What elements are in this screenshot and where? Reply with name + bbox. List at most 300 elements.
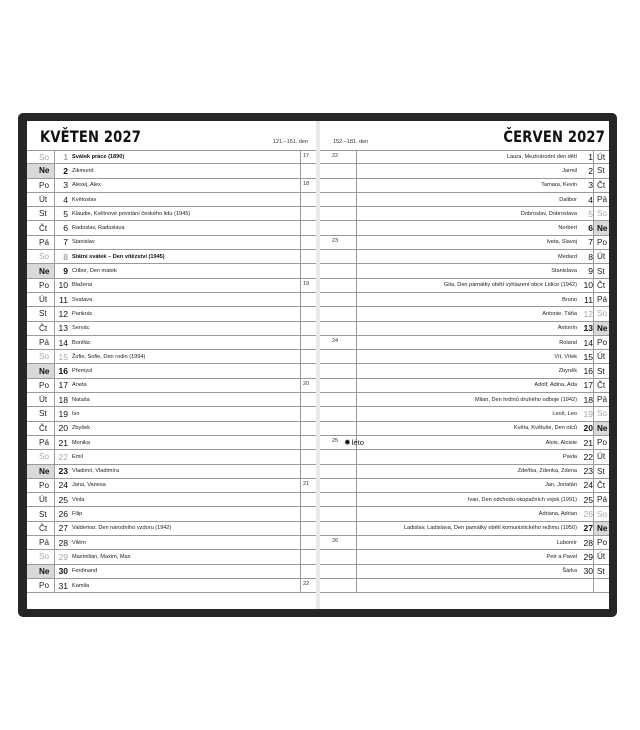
weekday-label: So (27, 250, 55, 263)
may-day-row[interactable] (27, 479, 316, 493)
june-day-row[interactable] (320, 579, 609, 593)
weekday-label: Čt (593, 279, 609, 292)
name-day-label: Viola (72, 496, 85, 503)
weekday-label: Po (593, 436, 609, 449)
name-day-label: Laura, Mezinárodní den dětí (507, 154, 577, 161)
name-day-label: Zbyšek (72, 425, 91, 432)
june-day-row[interactable] (320, 221, 609, 235)
day-number: 9 (588, 266, 593, 277)
june-day-row[interactable] (320, 450, 609, 464)
weekday-label: Pá (27, 336, 55, 349)
name-day-label: Jarmil (562, 167, 577, 174)
may-day-row[interactable] (27, 179, 316, 193)
name-day-label: Medard (558, 253, 577, 260)
week-number: 22 (303, 580, 310, 587)
weekday-label: Ne (593, 322, 609, 335)
day-number: 30 (583, 566, 593, 577)
may-day-row[interactable] (27, 407, 316, 421)
june-day-row[interactable] (320, 193, 609, 207)
weekday-label: Po (593, 236, 609, 249)
may-rows (27, 150, 316, 593)
may-day-row[interactable] (27, 507, 316, 521)
weekday-label: Čt (593, 179, 609, 192)
day-number: 11 (59, 294, 68, 305)
week-number-cell (320, 450, 357, 463)
weekday-label: Ne (593, 422, 609, 435)
name-day-label: Antonín (557, 325, 577, 332)
name-day-label: Filip (72, 511, 83, 518)
week-number-cell (320, 493, 357, 506)
weekday-label: Út (27, 293, 55, 306)
name-day-label: Petr a Pavel (546, 553, 577, 560)
week-number-cell (320, 407, 357, 420)
weekday-label: Pá (27, 236, 55, 249)
june-day-row[interactable] (320, 379, 609, 393)
week-number: 21 (303, 480, 310, 487)
week-number-cell (300, 579, 316, 592)
weekday-label: Ne (27, 264, 55, 277)
week-number-cell (300, 279, 316, 292)
day-number: 4 (63, 194, 68, 205)
day-number: 20 (583, 423, 593, 434)
name-day-label: Ladislav, Ladislava, Den památky obětí komunistického režimu (1950) (403, 525, 577, 532)
june-day-row[interactable] (320, 393, 609, 407)
day-number: 16 (58, 366, 68, 377)
week-number-cell (300, 322, 316, 335)
name-day-label: Adriana, Adrian (538, 511, 577, 518)
may-day-row[interactable] (27, 264, 316, 278)
week-number-cell (320, 151, 357, 163)
name-day-label: Adolf, Adina, Ada (534, 382, 577, 389)
name-day-label: Dalibor (559, 196, 577, 203)
week-number-cell (300, 293, 316, 306)
day-number: 7 (63, 237, 68, 248)
day-number: 6 (588, 223, 593, 234)
weekday-label: Pá (27, 536, 55, 549)
weekday-label: So (27, 550, 55, 563)
day-number: 9 (63, 266, 68, 277)
season-marker (344, 436, 364, 449)
name-day-label: Žofie, Sofie, Den rodin (1994) (72, 353, 146, 360)
week-number: 19 (303, 280, 310, 287)
june-day-row[interactable] (320, 565, 609, 579)
week-number-cell (300, 393, 316, 406)
season-label: léto (351, 438, 364, 448)
week-number-cell (300, 164, 316, 177)
weekday-label: Čt (27, 422, 55, 435)
name-day-label: Antonie, Táňa (542, 310, 577, 317)
week-number-cell (320, 264, 357, 277)
june-day-row[interactable] (320, 336, 609, 350)
weekday-label: Po (593, 336, 609, 349)
name-day-label: Maxmilián, Maxim, Max (72, 553, 131, 560)
may-day-row[interactable] (27, 522, 316, 536)
day-number: 31 (58, 580, 68, 591)
may-day-row[interactable] (27, 279, 316, 293)
day-number: 12 (58, 308, 68, 319)
june-day-row[interactable] (320, 164, 609, 178)
week-number-cell (300, 550, 316, 563)
weekday-label: Po (27, 179, 55, 192)
june-day-row[interactable] (320, 293, 609, 307)
week-number-cell (300, 221, 316, 234)
week-number-cell (320, 422, 357, 435)
week-number: 20 (303, 380, 310, 387)
name-day-label: Milan, Den hrdinů druhého odboje (1942) (475, 396, 577, 403)
week-number-cell (300, 507, 316, 520)
week-number-cell (300, 264, 316, 277)
week-number-cell (300, 379, 316, 392)
may-day-row[interactable] (27, 207, 316, 221)
day-number: 29 (583, 551, 593, 562)
week-number-cell (300, 493, 316, 506)
weekday-label: Pá (593, 193, 609, 206)
week-number-cell (300, 407, 316, 420)
day-number: 27 (58, 523, 68, 534)
name-day-label: Emil (72, 453, 83, 460)
week-number-cell (300, 450, 316, 463)
weekday-label: Út (593, 250, 609, 263)
weekday-label: So (593, 207, 609, 220)
weekday-label: Pá (593, 493, 609, 506)
day-number: 25 (58, 494, 68, 505)
name-day-label: Vít, Vítek (554, 353, 577, 360)
weekday-label: Ne (27, 164, 55, 177)
june-day-row[interactable] (320, 479, 609, 493)
weekday-label: St (593, 364, 609, 377)
day-number: 26 (58, 509, 68, 520)
weekday-label: Ne (27, 364, 55, 377)
weekday-label: Út (593, 350, 609, 363)
june-day-row[interactable] (320, 465, 609, 479)
day-number: 12 (583, 308, 593, 319)
name-day-label: Ivan, Den odchodu okupačních vojsk (1991) (467, 496, 577, 503)
day-number: 14 (58, 337, 68, 348)
weekday-label: Út (593, 550, 609, 563)
name-day-label: Ivo (72, 410, 80, 417)
may-day-row[interactable] (27, 193, 316, 207)
may-day-row[interactable] (27, 221, 316, 235)
weekday-label: St (593, 565, 609, 578)
day-number: 24 (583, 480, 593, 491)
week-number: 24 (332, 337, 339, 344)
week-number-cell (300, 151, 316, 163)
day-number: 4 (588, 194, 593, 205)
day-number: 19 (583, 408, 593, 419)
week-number-cell (300, 479, 316, 492)
week-number-cell (300, 565, 316, 578)
name-day-label: Pavla (563, 453, 577, 460)
june-day-range: 152.–181. den (333, 139, 369, 145)
june-day-row[interactable] (320, 550, 609, 564)
week-number: 26 (332, 538, 339, 545)
weekday-label: Čt (27, 522, 55, 535)
may-day-row[interactable] (27, 379, 316, 393)
may-day-row[interactable] (27, 579, 316, 593)
week-number-cell (300, 250, 316, 263)
name-day-label: Stanislav (72, 239, 95, 246)
day-number: 5 (63, 208, 68, 219)
june-rows (320, 150, 609, 593)
name-day-label: Nataša (72, 396, 90, 403)
june-day-row[interactable] (320, 422, 609, 436)
day-number: 1 (588, 152, 593, 163)
week-number-cell (320, 279, 357, 292)
weekday-label: So (27, 350, 55, 363)
name-day-label: Jana, Vanesa (72, 482, 106, 489)
week-number: 18 (303, 180, 310, 187)
june-title: ČERVEN 2027 (503, 127, 605, 146)
day-number: 15 (58, 351, 68, 362)
week-number-cell (320, 164, 357, 177)
week-number-cell (320, 364, 357, 377)
may-day-row[interactable] (27, 322, 316, 336)
june-day-row[interactable] (320, 307, 609, 321)
day-number: 3 (588, 180, 593, 191)
week-number-cell (320, 522, 357, 535)
week-number-cell (320, 565, 357, 578)
day-number: 19 (58, 408, 68, 419)
june-day-row[interactable] (320, 507, 609, 521)
name-day-label: Ferdinand (72, 568, 98, 575)
weekday-label: Po (593, 536, 609, 549)
day-number (580, 579, 593, 592)
weekday-label: Pá (593, 393, 609, 406)
may-day-row[interactable] (27, 350, 316, 364)
weekday-label: Ne (27, 565, 55, 578)
may-day-row[interactable] (27, 465, 316, 479)
may-day-row[interactable] (27, 164, 316, 178)
weekday-label: Po (27, 379, 55, 392)
june-day-row[interactable] (320, 264, 609, 278)
weekday-label: Út (27, 193, 55, 206)
week-number-cell (300, 193, 316, 206)
day-number: 18 (58, 394, 68, 405)
name-day-label: Bonifác (72, 339, 91, 346)
week-number-cell (320, 550, 357, 563)
day-number: 30 (58, 566, 68, 577)
june-day-row[interactable] (320, 279, 609, 293)
name-day-label: Klaudie, Květnové povstání českého lidu (1945) (72, 210, 191, 217)
may-day-row[interactable] (27, 393, 316, 407)
day-number: 8 (63, 251, 68, 262)
name-day-label: Servác (72, 325, 90, 332)
june-day-row[interactable] (320, 407, 609, 421)
weekday-label: Út (27, 493, 55, 506)
name-day-label: Blažena (72, 282, 93, 289)
week-number-cell (320, 436, 364, 449)
weekday-label: So (593, 307, 609, 320)
name-day-label: Ctibor, Den matek (72, 268, 117, 275)
june-day-row[interactable] (320, 236, 609, 250)
name-day-label: Iveta, Slavoj (546, 239, 577, 246)
may-day-row[interactable] (27, 293, 316, 307)
day-number: 14 (583, 337, 593, 348)
day-number: 6 (63, 223, 68, 234)
may-day-row[interactable] (27, 422, 316, 436)
day-number: 22 (583, 451, 593, 462)
weekday-label: St (27, 207, 55, 220)
weekday-label: Po (27, 579, 55, 592)
june-day-row[interactable] (320, 522, 609, 536)
weekday-label: So (593, 507, 609, 520)
day-number: 2 (63, 165, 68, 176)
day-number: 13 (58, 323, 68, 334)
june-day-row[interactable] (320, 536, 609, 550)
name-day-label: Květoslav (72, 196, 97, 203)
name-day-label: Roland (559, 339, 577, 346)
name-day-label: Státní svátek – Den vítězství (1945) (72, 253, 165, 260)
day-number: 18 (583, 394, 593, 405)
day-number: 16 (583, 366, 593, 377)
may-day-row[interactable] (27, 307, 316, 321)
weekday-label: Pá (27, 436, 55, 449)
week-number-cell (320, 379, 357, 392)
name-day-label: Šárka (562, 568, 577, 575)
may-day-row[interactable] (27, 450, 316, 464)
weekday-label: Čt (27, 322, 55, 335)
name-day-label: Alois, Aloisie (545, 439, 577, 446)
day-number: 28 (583, 537, 593, 548)
name-day-label: Zikmund (72, 167, 94, 174)
may-day-row[interactable] (27, 364, 316, 378)
may-day-row[interactable] (27, 150, 316, 164)
may-day-row[interactable] (27, 550, 316, 564)
week-number: 22 (332, 153, 339, 159)
weekday-label: So (593, 407, 609, 420)
day-number: 20 (58, 423, 68, 434)
weekday-label (593, 579, 609, 592)
weekday-label: St (593, 164, 609, 177)
day-number: 26 (583, 509, 593, 520)
day-number: 28 (58, 537, 68, 548)
weekday-label: Ne (27, 465, 55, 478)
name-day-label: Tamara, Kevin (541, 182, 577, 189)
weekday-label: So (27, 151, 55, 163)
june-day-row[interactable] (320, 179, 609, 193)
week-number-cell (320, 193, 357, 206)
may-day-row[interactable] (27, 565, 316, 579)
day-number: 24 (58, 480, 68, 491)
june-page (320, 121, 609, 609)
name-day-label: Květa, Květuše, Den otců (513, 425, 577, 432)
may-day-range: 121.–151. den (272, 139, 308, 145)
day-number: 3 (63, 180, 68, 191)
june-day-row[interactable] (320, 250, 609, 264)
june-day-row[interactable] (320, 322, 609, 336)
day-number: 25 (583, 494, 593, 505)
week-number-cell (300, 236, 316, 249)
name-day-label: Gita, Den památky obětí vyhlazení obce Lidice (1942) (443, 282, 577, 289)
weekday-label: Čt (593, 379, 609, 392)
name-day-label: Bruno (562, 296, 577, 303)
may-day-row[interactable] (27, 250, 316, 264)
week-number-cell (320, 236, 357, 249)
weekday-label: Po (27, 279, 55, 292)
weekday-label: St (27, 507, 55, 520)
week-number-cell (320, 579, 357, 592)
day-number: 10 (58, 280, 68, 291)
may-day-row[interactable] (27, 436, 316, 450)
sun-icon: ✹ (344, 438, 351, 448)
week-number-cell (300, 307, 316, 320)
planner-spread (18, 113, 617, 617)
weekday-label: Po (27, 479, 55, 492)
week-number-cell (300, 336, 316, 349)
june-day-row[interactable] (320, 493, 609, 507)
week-number-cell (300, 522, 316, 535)
day-number: 7 (588, 237, 593, 248)
day-number: 29 (58, 551, 68, 562)
week-number-cell (320, 336, 357, 349)
weekday-label: So (27, 450, 55, 463)
may-day-row[interactable] (27, 336, 316, 350)
day-number: 17 (58, 380, 68, 391)
week-number: 17 (303, 153, 310, 159)
name-day-label: Radoslav, Radoslava (72, 225, 125, 232)
name-day-label: Stanislava (551, 268, 577, 275)
june-day-row[interactable] (320, 207, 609, 221)
week-number-cell (300, 465, 316, 478)
day-number: 5 (588, 208, 593, 219)
may-day-row[interactable] (27, 236, 316, 250)
june-day-row[interactable] (320, 436, 609, 450)
weekday-label: Út (27, 393, 55, 406)
week-number-cell (320, 536, 357, 549)
may-day-row[interactable] (27, 493, 316, 507)
day-number: 15 (583, 351, 593, 362)
name-day-label: Alexej, Alex (72, 182, 101, 189)
week-number-cell (320, 507, 357, 520)
name-day-label: Monika (72, 439, 91, 446)
week-number-cell (320, 179, 357, 192)
week-number-cell (320, 393, 357, 406)
name-day-label: Jan, Jonatán (544, 482, 577, 489)
june-day-row[interactable] (320, 350, 609, 364)
name-day-label (357, 579, 580, 592)
weekday-label: Čt (593, 479, 609, 492)
weekday-label: Út (593, 151, 609, 163)
week-number-cell (300, 179, 316, 192)
name-day-label: Zbyněk (558, 368, 577, 375)
week-number-cell (320, 250, 357, 263)
day-number: 17 (583, 380, 593, 391)
weekday-label: Pá (593, 293, 609, 306)
week-number-cell (320, 307, 357, 320)
weekday-label: Čt (27, 221, 55, 234)
day-number: 23 (58, 466, 68, 477)
june-day-row[interactable] (320, 364, 609, 378)
name-day-label: Svatava (72, 296, 93, 303)
day-number: 2 (588, 165, 593, 176)
weekday-label: Ne (593, 522, 609, 535)
weekday-label: Út (593, 450, 609, 463)
week-number-cell (300, 436, 316, 449)
day-number: 23 (583, 466, 593, 477)
name-day-label: Norbert (558, 225, 577, 232)
weekday-label: St (593, 264, 609, 277)
day-number: 21 (58, 437, 68, 448)
week-number-cell (300, 350, 316, 363)
may-day-row[interactable] (27, 536, 316, 550)
day-number: 22 (58, 451, 68, 462)
may-title: KVĚTEN 2027 (40, 127, 142, 146)
week-number-cell (320, 221, 357, 234)
june-day-row[interactable] (320, 150, 609, 164)
day-number: 27 (583, 523, 593, 534)
week-number-cell (320, 465, 357, 478)
may-page (27, 121, 316, 609)
